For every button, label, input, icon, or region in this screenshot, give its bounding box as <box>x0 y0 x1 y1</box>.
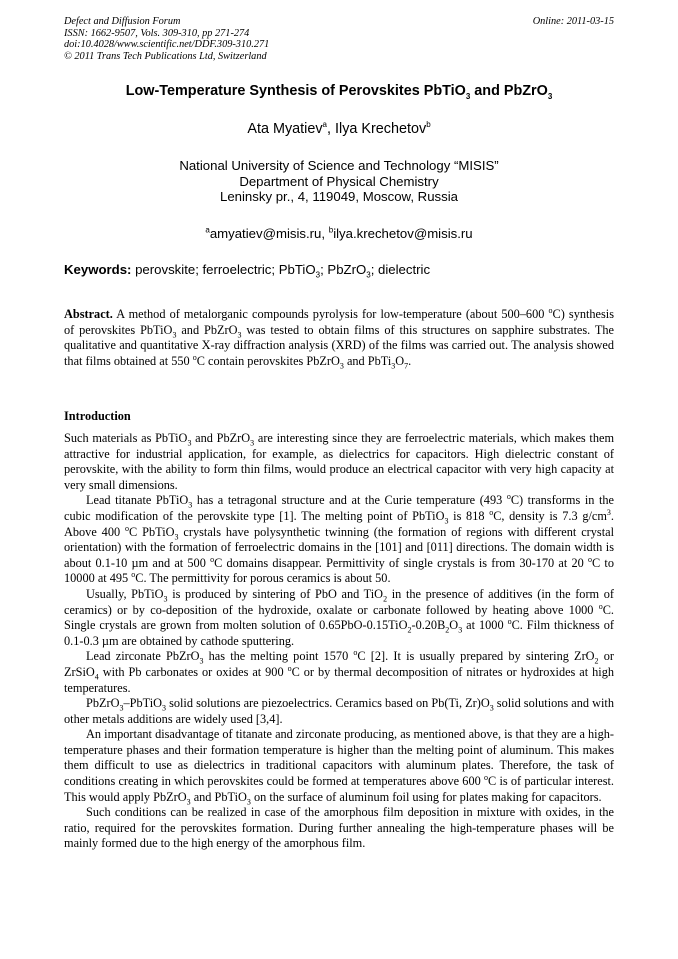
affiliation-address: Leninsky pr., 4, 119049, Moscow, Russia <box>220 189 458 204</box>
author-list: Ata Myatiev$^a$, Ilya Krechetov$^b$ <box>247 120 431 137</box>
paper-title: Low-Temperature Synthesis of Perovskites PbTiO$_3$ and PbZrO$_3$ <box>125 83 553 101</box>
introduction-heading: Introduction <box>64 409 131 423</box>
intro-paragraph-2: Lead titanate PbTiO$_3$ has a tetragonal structure and at the Curie temperature (493 $^o$C) transforms in the cubic modification of the perovskite type [1]. The melting point of PbTiO$_3$ is 818 $^o$C, density is 7.3 $g/cm^3$. Above 400 $^o$C PbTiO$_3$ crystals have polysynthetic twinning (the formation of regions with different crystal orientation) with the formation of ferroelectric domains in the [101] and [011] directions. The domain width is about 0.1-10 µm and at 500 $^o$C domains disappear. Permittivity of single crystals is from 30-170 at 20 $^o$C to 10000 at 495 $^o$C. The permittivity for porous ceramics is about 50. <box>64 492 614 586</box>
affiliation-university: National University of Science and Technology “MISIS” <box>179 158 499 173</box>
keywords-label: Keywords: <box>64 262 132 277</box>
issn-line: ISSN: 1662-9507, Vols. 309-310, pp 271-274 <box>64 27 250 39</box>
intro-paragraph-6: An important disadvantage of titanate and zirconate producing, as mentioned above, is that they are a high-temperature phases and their formation temperature is higher than the melting point of aluminum. This makes them difficult to use as dielectrics in traditional capacitors with aluminum plates. Therefore, the task of conditions creating in which perovskites could be formed at temperatures above 600 $^o$C is of particular interest. This would apply PbZrO$_3$ and PbTiO$_3$ on the surface of aluminum foil using for plates making for capacitors. <box>64 727 614 807</box>
doi-line[interactable]: doi:10.4028/www.scientific.net/DDF.309-310.271 <box>64 39 270 50</box>
intro-paragraph-3: Usually, PbTiO$_3$ is produced by sintering of PbO and TiO$_2$ in the presence of additives (in the form of ceramics) or by co-deposition of the hydroxide, oxalate or carbonate followed by heating above 1000 $^o$C. Single crystals are grown from molten solution of $0.65PbO-0.15TiO_2-0.20B_2O_3$ at 1000 $^o$C. Film thickness of 0.1-0.3 µm are obtained by cathode sputtering. <box>64 586 615 648</box>
abstract-paragraph: Abstract. A method of metalorganic compounds pyrolysis for low-temperature (about 500–600 $^o$C) synthesis of perovskites PbTiO$_3$ and PbZrO$_3$ was tested to obtain films of this structures on sapphire substrates. The qualitative and quantitative X-ray diffraction analysis (XRD) of the films was carried out. The analysis showed that films obtained at 550 $^o$C contain perovskites PbZrO$_3$ and $PbTi_3O_7$. <box>64 305 614 371</box>
abstract-label: Abstract. <box>64 307 113 321</box>
intro-paragraph-1: Such materials as PbTiO$_3$ and PbZrO$_3$ are interesting since they are ferroelectric materials, which makes them attractive for industrial application, for example, as dielectrics for capacitors. High dielectric constant of perovskite, with the ability to form thin films, would produce an electrical capacitor with very high capacity at very small dimensions. <box>64 431 615 492</box>
abstract-section <box>64 307 614 369</box>
intro-paragraph-5: PbZrO$_3$–PbTiO$_3$ solid solutions are piezoelectrics. Ceramics based on Pb(Ti, $Zr)O_3$ solid solutions and with other metals additions are widely used [3,4]. <box>64 696 614 726</box>
copyright-line: © 2011 Trans Tech Publications Ltd, Switzerland <box>64 50 267 62</box>
affiliation-department: Department of Physical Chemistry <box>239 173 439 189</box>
journal-header <box>64 16 269 62</box>
intro-paragraph-7: Such conditions can be realized in case of the amorphous film deposition in mixture with oxides, in the ratio, required for the perovskites formation. During further annealing the high-temperature phases will be mainly formed due to the high energy of the amorphous film. <box>64 805 614 851</box>
affiliation <box>0 158 678 205</box>
author-emails[interactable]: $^a$amyatiev@misis.ru, $^b$ilya.krechetov@misis.ru <box>205 225 473 241</box>
online-date: Online: 2011-03-15 <box>532 16 614 27</box>
intro-paragraph-4: Lead zirconate PbZrO$_3$ has the melting point 1570 $^o$C [2]. It is usually prepared by sintering ZrO$_2$ or ZrSiO$_4$ with Pb carbonates or oxides at 900 $^o$C or by thermal decomposition of nitrates or hydroxides at high temperatures. <box>64 648 615 695</box>
journal-name: Defect and Diffusion Forum <box>64 16 181 27</box>
introduction-body <box>64 431 614 852</box>
keywords-line: Keywords: perovskite; ferroelectric; PbTiO$_3$; PbZrO$_3$; dielectric <box>64 262 431 280</box>
